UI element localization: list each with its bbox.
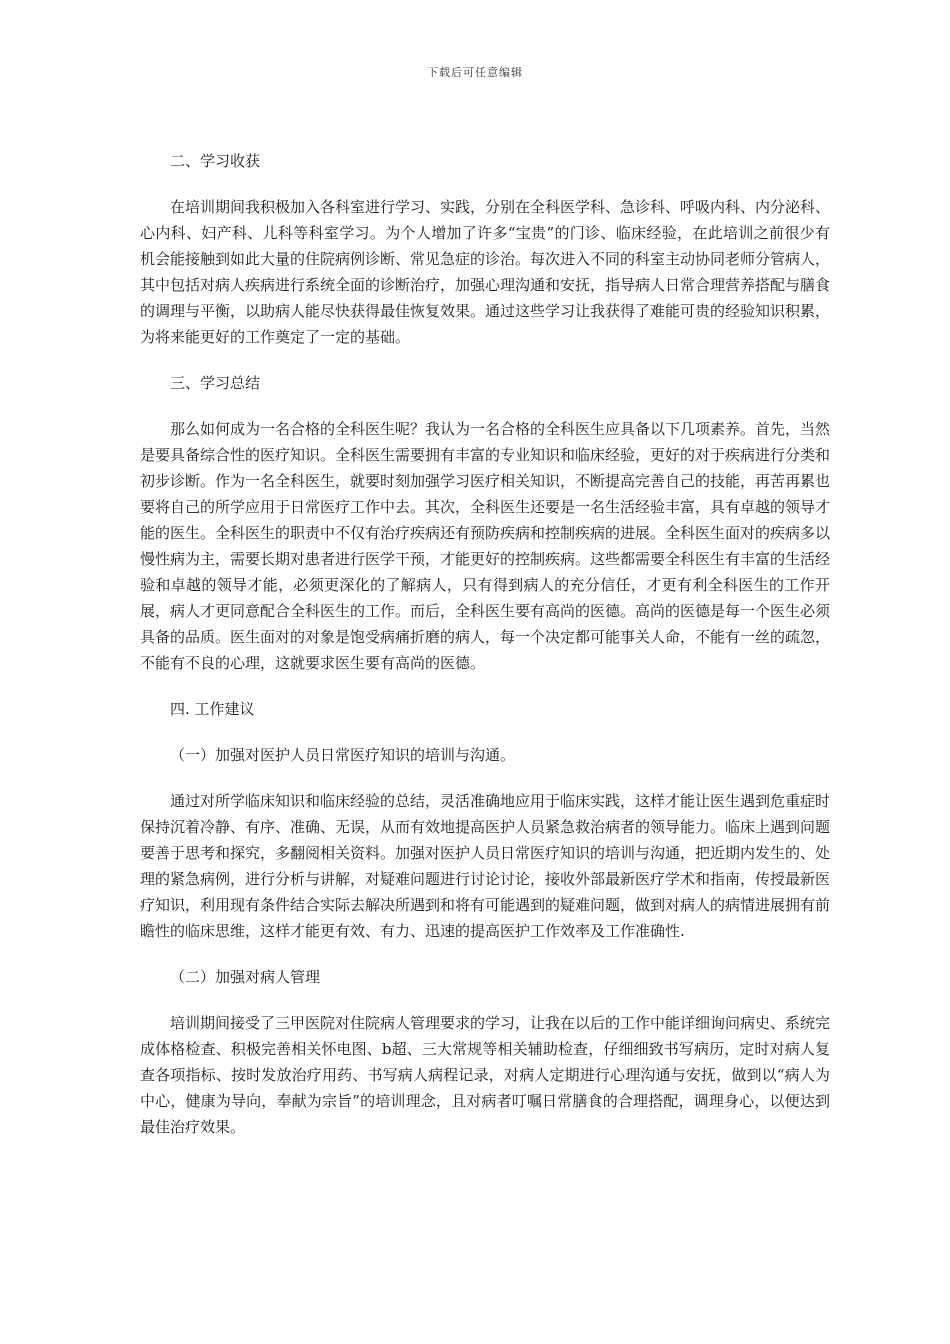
page-header-note: 下载后可任意编辑 bbox=[427, 66, 523, 79]
section-heading-work-suggestions: 四. 工作建议 bbox=[170, 700, 255, 718]
paragraph-patient-management: 培训期间接受了三甲医院对住院病人管理要求的学习，让我在以后的工作中能详细询问病史、系统完成体格检查、积极完善相关怀电图、b超、三大常规等相关辅助检查，仔细细致书写病历，定时对病人复查各项指标、按时发放治疗用药、书写病人病程记录，对病人定期进行心理沟通与安抚，做到以“病人为中心，健康为导向，奉献为宗旨”的培训理念，且对病者叮嘱日常膳食的合理搭配，调理身心，以便达到最佳治疗效果。 bbox=[140, 1014, 831, 1136]
document-body bbox=[140, 148, 830, 1160]
section-heading-learning-summary: 三、学习总结 bbox=[170, 374, 261, 392]
paragraph-learning-summary: 那么如何成为一名合格的全科医生呢？我认为一名合格的全科医生应具备以下几项素养。首先，当然是要具备综合性的医疗知识。全科医生需要拥有丰富的专业知识和临床经验，更好的对于疾病进行分类和初步诊断。作为一名全科医生，就要时刻加强学习医疗相关知识，不断提高完善自己的技能，再苦再累也要将自己的所学应用于日常医疗工作中去。其次，全科医生还要是一名生活经验丰富，具有卓越的领导才能的医生。全科医生的职责中不仅有治疗疾病还有预防疾病和控制疾病的进展。全科医生面对的疾病多以慢性病为主，需要长期对患者进行医学干预，才能更好的控制疾病。这些都需要全科医生有丰富的生活经验和卓越的领导才能，必须更深化的了解病人，只有得到病人的充分信任，才更有利全科医生的工作开展，病人才更同意配合全科医生的工作。而后，全科医生要有高尚的医德。高尚的医德是每一个医生必须具备的品质。医生面对的对象是饱受病痛折磨的病人，每一个决定都可能事关人命，不能有一丝的疏忽，不能有不良的心理，这就要求医生要有高尚的医德。 bbox=[140, 420, 831, 672]
subheading-staff-training: （一）加强对医护人员日常医疗知识的培训与沟通。 bbox=[170, 746, 516, 764]
subheading-patient-management: （二）加强对病人管理 bbox=[170, 968, 321, 986]
section-heading-learning-gains: 二、学习收获 bbox=[170, 152, 261, 170]
paragraph-learning-gains: 在培训期间我积极加入各科室进行学习、实践，分别在全科医学科、急诊科、呼吸内科、内分泌科、心内科、妇产科、儿科等科室学习。为个人增加了许多“宝贵”的门诊、临床经验，在此培训之前很少有机会能接触到如此大量的住院病例诊断、常见急症的诊治。每次进入不同的科室主动协同老师分管病人，其中包括对病人疾病进行系统全面的诊断治疗，加强心理沟通和安抚，指导病人日常合理营养搭配与膳食的调理与平衡，以助病人能尽快获得最佳恢复效果。通过这些学习让我获得了难能可贵的经验知识积累，为将来能更好的工作奠定了一定的基础。 bbox=[140, 198, 831, 346]
paragraph-staff-training: 通过对所学临床知识和临床经验的总结，灵活准确地应用于临床实践，这样才能让医生遇到危重症时保持沉着冷静、有序、准确、无误，从而有效地提高医护人员紧急救治病者的领导能力。临床上遇到问题要善于思考和探究，多翻阅相关资料。加强对医护人员日常医疗知识的培训与沟通，把近期内发生的、处理的紧急病例，进行分析与讲解，对疑难问题进行讨论讨论，接收外部最新医疗学术和指南，传授最新医疗知识，利用现有条件结合实际去解决所遇到和将有可能遇到的疑难问题，做到对病人的病情进展拥有前瞻性的临床思维，这样才能更有效、有力、迅速的提高医护工作效率及工作准确性. bbox=[140, 792, 831, 940]
